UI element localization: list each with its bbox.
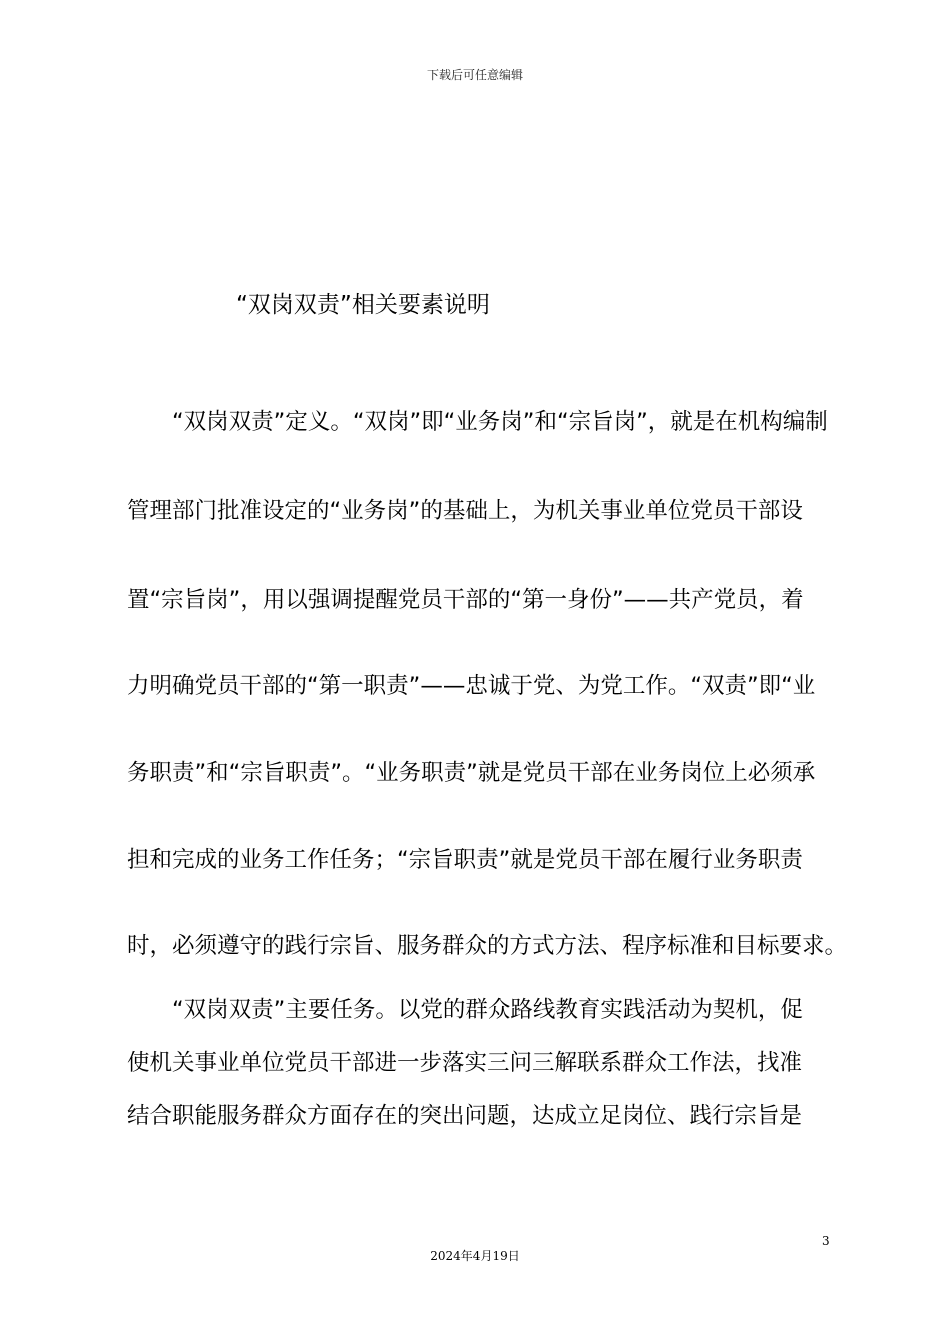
paragraph-line: “双岗双责”定义。“双岗”即“业务岗”和“宗旨岗”，就是在机构编制	[172, 409, 828, 435]
footer-date: 2024年4月19日	[430, 1249, 520, 1263]
paragraph-line: 担和完成的业务工作任务；“宗旨职责”就是党员干部在履行业务职责	[127, 847, 803, 873]
header-note: 下载后可任意编辑	[426, 68, 523, 82]
paragraph-line: 置“宗旨岗”，用以强调提醒党员干部的“第一身份”——共产党员，着	[127, 587, 804, 613]
paragraph-line: 力明确党员干部的“第一职责”——忠诚于党、为党工作。“双责”即“业	[127, 673, 816, 699]
document-title: “双岗双责”相关要素说明	[236, 292, 490, 318]
paragraph-line: 结合职能服务群众方面存在的突出问题，达成立足岗位、践行宗旨是	[127, 1103, 803, 1129]
page-number: 3	[822, 1234, 830, 1248]
paragraph-line: 时，必须遵守的践行宗旨、服务群众的方式方法、程序标准和目标要求。	[127, 933, 848, 959]
paragraph-line: “双岗双责”主要任务。以党的群众路线教育实践活动为契机，促	[172, 997, 803, 1023]
paragraph-line: 使机关事业单位党员干部进一步落实三问三解联系群众工作法，找准	[127, 1050, 803, 1076]
paragraph-line: 管理部门批准设定的“业务岗”的基础上，为机关事业单位党员干部设	[127, 498, 803, 524]
paragraph-line: 务职责”和“宗旨职责”。“业务职责”就是党员干部在业务岗位上必须承	[127, 760, 816, 786]
